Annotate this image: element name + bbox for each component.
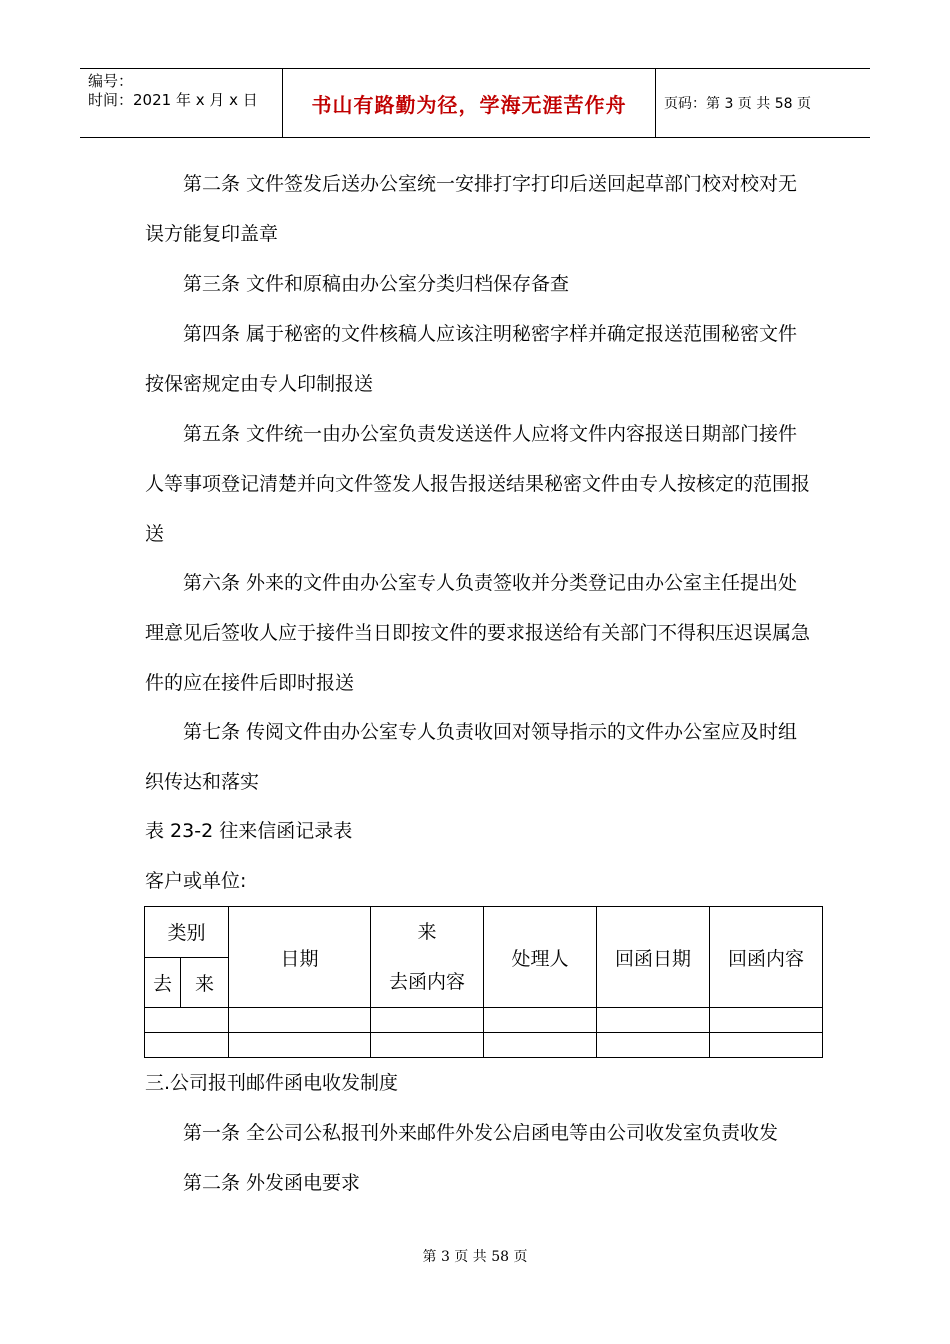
paragraph-article-6: 第六条 外来的文件由办公室专人负责签收并分类登记由办公室主任提出处理意见后签收人应于接件当日即按文件的要求报送给有关部门不得积压迟误属急件的应在接件后即时报送	[145, 572, 811, 694]
header-motto-cell	[283, 69, 656, 137]
header-reply-content: 回函内容	[710, 907, 823, 1008]
header-letter-content	[371, 907, 484, 1008]
header-outgoing: 去	[145, 957, 181, 1008]
table-cell	[371, 1033, 484, 1058]
document-number-label: 编号：	[88, 72, 134, 90]
header-date: 日期	[229, 907, 371, 1008]
table-row	[145, 1008, 823, 1033]
paragraph-article-3: 第三条 文件和原稿由办公室分类归档保存备查	[183, 273, 570, 295]
table-cell	[145, 1033, 229, 1058]
header-category: 类别	[145, 907, 229, 958]
header-letter-content-top: 来	[417, 921, 437, 943]
correspondence-record-table	[144, 906, 823, 1058]
header-incoming: 来	[181, 957, 229, 1008]
section-paragraph-1: 第一条 全公司公私报刊外来邮件外发公启函电等由公司收发室负责收发	[183, 1122, 779, 1144]
table-cell	[597, 1033, 710, 1058]
client-label: 客户或单位:	[145, 870, 247, 892]
header-letter-content-bottom: 去函内容	[388, 971, 465, 993]
section-paragraph-2: 第二条 外发函电要求	[183, 1172, 361, 1194]
section-title: 三.公司报刊邮件函电收发制度	[145, 1072, 399, 1094]
page-footer: 第 3 页 共 58 页	[422, 1249, 528, 1265]
paragraph-article-4: 第四条 属于秘密的文件核稿人应该注明秘密字样并确定报送范围秘密文件按保密规定由专人印制报送	[145, 323, 798, 395]
table-cell	[710, 1008, 823, 1033]
header-page-info: 页码：第 3 页 共 58 页	[664, 96, 811, 112]
paragraph-article-2: 第二条 文件签发后送办公室统一安排打字打印后送回起草部门校对校对无误方能复印盖章	[145, 173, 798, 245]
paragraph-article-7: 第七条 传阅文件由办公室专人负责收回对领导指示的文件办公室应及时组织传达和落实	[145, 721, 798, 793]
document-time-label: 时间：2021 年 x 月 x 日	[88, 91, 258, 109]
table-header-row	[145, 907, 823, 958]
table-cell	[597, 1008, 710, 1033]
header-meta-cell	[80, 69, 283, 137]
table-cell	[484, 1008, 597, 1033]
paragraph-article-5: 第五条 文件统一由办公室负责发送送件人应将文件内容报送日期部门接件人等事项登记清楚并向文件签发人报告报送结果秘密文件由专人按核定的范围报送	[145, 423, 811, 545]
table-cell	[371, 1008, 484, 1033]
header-page-cell	[656, 69, 870, 137]
table-cell	[710, 1033, 823, 1058]
table-cell	[484, 1033, 597, 1058]
table-row	[145, 1033, 823, 1058]
table-title: 表 23-2 往来信函记录表	[145, 820, 353, 842]
table-cell	[229, 1008, 371, 1033]
header-motto: 书山有路勤为径，学海无涯苦作舟	[311, 92, 627, 117]
header-reply-date: 回函日期	[597, 907, 710, 1008]
header-handler: 处理人	[484, 907, 597, 1008]
document-header	[80, 68, 870, 138]
table-cell	[145, 1008, 229, 1033]
table-cell	[229, 1033, 371, 1058]
